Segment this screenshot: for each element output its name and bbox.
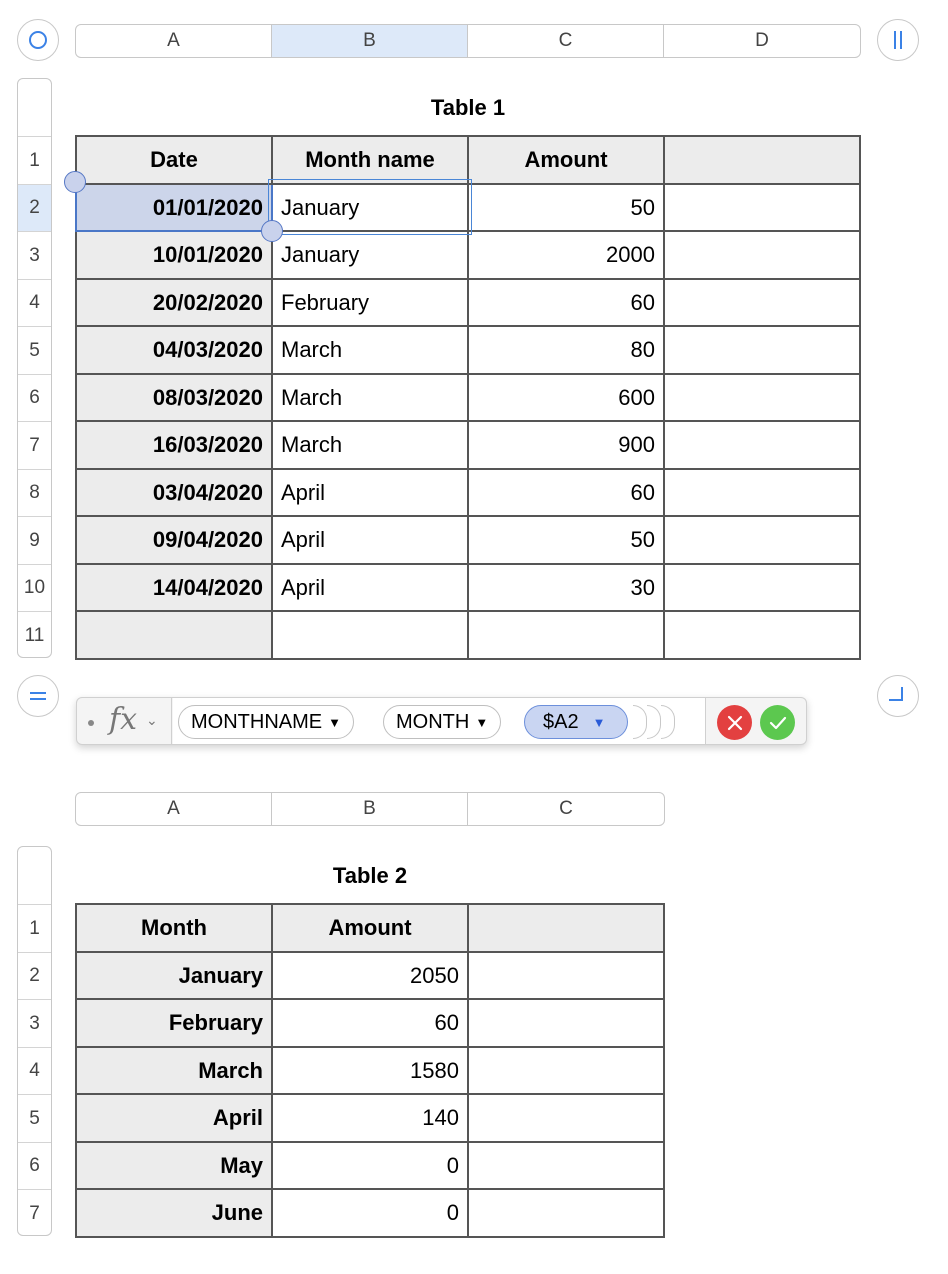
table-row (76, 326, 860, 374)
empty-cell[interactable] (664, 279, 860, 326)
column-header-d[interactable]: D (755, 30, 769, 51)
table-row (76, 999, 664, 1047)
table-row (76, 279, 860, 326)
row-header-1[interactable]: 1 (18, 904, 51, 952)
date-cell[interactable]: 08/03/2020 (76, 374, 272, 421)
empty-cell[interactable] (468, 1142, 664, 1189)
column-header-c[interactable]: C (468, 25, 664, 57)
token-label: $A2 (543, 710, 579, 733)
accept-formula-button[interactable] (760, 705, 795, 740)
amount-cell[interactable]: 2000 (468, 231, 664, 279)
resize-table-handle[interactable] (877, 675, 919, 717)
formula-editor[interactable] (76, 697, 807, 745)
column-header-a[interactable]: A (76, 793, 272, 825)
row-header-5[interactable]: 5 (18, 1094, 51, 1142)
table-row (76, 1047, 664, 1094)
month-name-cell[interactable]: March (272, 421, 468, 469)
table-title[interactable]: Table 1 (430, 95, 506, 120)
date-cell[interactable]: 03/04/2020 (76, 469, 272, 516)
amount-cell[interactable]: 60 (468, 469, 664, 516)
empty-cell[interactable] (664, 564, 860, 611)
header-cell-empty[interactable] (664, 136, 860, 184)
table-row (76, 374, 860, 421)
table-row (76, 1094, 664, 1142)
divider (705, 698, 706, 744)
close-icon (726, 714, 744, 732)
header-cell-month-name[interactable]: Month name (272, 136, 468, 184)
table-row (76, 231, 860, 279)
header-cell-date[interactable]: Date (76, 136, 272, 184)
add-column-handle[interactable] (877, 19, 919, 61)
table-2 (75, 903, 665, 1238)
empty-cell[interactable] (664, 231, 860, 279)
row-header-bar (17, 78, 52, 658)
month-name-cell[interactable] (272, 611, 468, 659)
date-cell[interactable]: 14/04/2020 (76, 564, 272, 611)
empty-cell[interactable] (664, 469, 860, 516)
row-header-7[interactable]: 7 (18, 1189, 51, 1236)
row-header-3[interactable]: 3 (18, 231, 51, 279)
date-cell[interactable] (76, 611, 272, 659)
token-label: MONTH (396, 710, 470, 733)
amount-cell[interactable]: 600 (468, 374, 664, 421)
caret-down-icon: ▼ (592, 714, 606, 730)
month-name-cell[interactable]: March (272, 374, 468, 421)
divider (171, 698, 172, 744)
amount-cell[interactable]: 900 (468, 421, 664, 469)
row-header-2[interactable]: 2 (18, 184, 51, 231)
date-cell[interactable]: 01/01/2020 (76, 184, 272, 231)
row-header-3[interactable]: 3 (18, 999, 51, 1047)
row-header-11[interactable]: 11 (18, 611, 51, 658)
table-row (76, 421, 860, 469)
amount-cell[interactable]: 2050 (272, 952, 468, 999)
header-row (76, 136, 860, 184)
empty-cell[interactable] (468, 999, 664, 1047)
date-cell[interactable]: 09/04/2020 (76, 516, 272, 564)
amount-cell[interactable]: 0 (272, 1189, 468, 1237)
function-token-monthname[interactable] (178, 705, 354, 739)
table-row (76, 952, 664, 999)
amount-cell[interactable] (468, 611, 664, 659)
column-header-a[interactable]: A (76, 25, 272, 57)
month-name-cell[interactable]: April (272, 469, 468, 516)
column-header-c[interactable]: C (559, 798, 573, 819)
selection-handle-bottom-right[interactable] (261, 220, 283, 242)
row-header-6[interactable]: 6 (18, 1142, 51, 1189)
amount-cell[interactable]: 60 (468, 279, 664, 326)
amount-cell[interactable]: 50 (468, 516, 664, 564)
empty-cell[interactable] (664, 326, 860, 374)
cancel-formula-button[interactable] (717, 705, 752, 740)
corner-resize-icon (889, 687, 903, 701)
caret-down-icon: ▼ (475, 714, 489, 730)
drag-dot-icon[interactable] (88, 720, 94, 726)
column-header-bar (75, 24, 861, 58)
chevron-down-icon[interactable]: ⌄ (146, 712, 158, 728)
row-header-bar (17, 846, 52, 1236)
column-header-b[interactable]: B (272, 25, 468, 57)
row-header-4[interactable]: 4 (18, 279, 51, 326)
table-row (76, 469, 860, 516)
amount-cell[interactable]: 50 (468, 184, 664, 231)
month-cell[interactable]: April (76, 1094, 272, 1142)
header-cell-empty[interactable] (468, 904, 664, 952)
table-title[interactable]: Table 2 (332, 863, 408, 888)
row-header-4[interactable]: 4 (18, 1047, 51, 1094)
table-row (76, 564, 860, 611)
empty-cell[interactable] (468, 1189, 664, 1237)
row-header-9[interactable]: 9 (18, 516, 51, 564)
month-cell[interactable]: May (76, 1142, 272, 1189)
token-label: MONTHNAME (191, 710, 323, 733)
function-token-month[interactable] (383, 705, 501, 739)
amount-cell[interactable]: 1580 (272, 1047, 468, 1094)
column-handle-icon (894, 31, 902, 49)
table-row (76, 1142, 664, 1189)
date-cell[interactable]: 20/02/2020 (76, 279, 272, 326)
month-cell[interactable]: June (76, 1189, 272, 1237)
row-header-5[interactable]: 5 (18, 326, 51, 374)
reference-token-a2[interactable] (524, 705, 628, 739)
row-handle-button[interactable] (17, 675, 59, 717)
caret-down-icon: ▼ (328, 714, 341, 730)
checkmark-icon (768, 714, 788, 732)
row-header-2[interactable]: 2 (18, 952, 51, 999)
date-cell[interactable]: 16/03/2020 (76, 421, 272, 469)
selection-handle-top-left[interactable] (64, 171, 86, 193)
month-name-cell[interactable]: February (272, 279, 468, 326)
empty-cell[interactable] (468, 1047, 664, 1094)
circle-icon (29, 31, 47, 49)
empty-cell[interactable] (664, 611, 860, 659)
month-name-cell[interactable]: January (272, 231, 468, 279)
equals-icon (30, 692, 46, 700)
editing-cell-outline (268, 179, 472, 235)
empty-cell[interactable] (664, 421, 860, 469)
fx-label: fx (109, 702, 138, 737)
month-name-cell[interactable]: March (272, 326, 468, 374)
month-cell[interactable]: March (76, 1047, 272, 1094)
month-name-cell[interactable]: January (272, 184, 468, 231)
month-name-cell[interactable]: April (272, 516, 468, 564)
amount-cell[interactable]: 60 (272, 999, 468, 1047)
row-header-7[interactable]: 7 (18, 421, 51, 469)
empty-cell[interactable] (468, 952, 664, 999)
column-header-bar (75, 792, 665, 826)
empty-cell[interactable] (468, 1094, 664, 1142)
header-cell-amount[interactable]: Amount (272, 904, 468, 952)
row-header-1[interactable]: 1 (18, 136, 51, 184)
table-row (76, 1189, 664, 1237)
amount-cell[interactable]: 30 (468, 564, 664, 611)
month-cell[interactable]: February (76, 999, 272, 1047)
select-table-button[interactable] (17, 19, 59, 61)
amount-cell[interactable]: 140 (272, 1094, 468, 1142)
row-header-8[interactable]: 8 (18, 469, 51, 516)
date-cell[interactable]: 10/01/2020 (76, 231, 272, 279)
table-row (76, 516, 860, 564)
month-cell[interactable]: January (76, 952, 272, 999)
amount-cell[interactable]: 0 (272, 1142, 468, 1189)
header-cell-month[interactable]: Month (76, 904, 272, 952)
amount-cell[interactable]: 80 (468, 326, 664, 374)
header-row (76, 904, 664, 952)
row-header-6[interactable]: 6 (18, 374, 51, 421)
date-cell[interactable]: 04/03/2020 (76, 326, 272, 374)
empty-cell[interactable] (664, 184, 860, 231)
empty-cell[interactable] (664, 516, 860, 564)
empty-cell[interactable] (664, 374, 860, 421)
header-cell-amount[interactable]: Amount (468, 136, 664, 184)
table-row (76, 611, 860, 659)
column-header-b[interactable]: B (272, 793, 468, 825)
month-name-cell[interactable]: April (272, 564, 468, 611)
row-header-10[interactable]: 10 (18, 564, 51, 611)
